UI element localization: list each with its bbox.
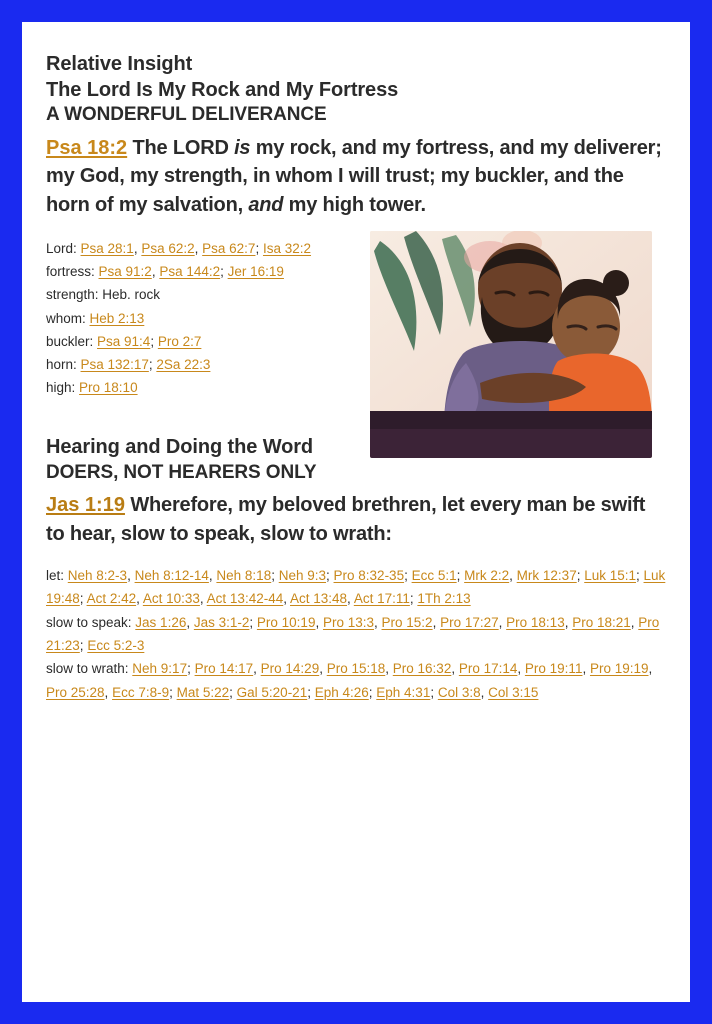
cross-reference-link[interactable]: Jas 1:26	[135, 614, 187, 630]
cross-reference-link[interactable]: Luk 19:48	[46, 568, 666, 607]
cross-reference-separator: ;	[409, 591, 418, 607]
cross-reference-link[interactable]: Jas 3:1-2	[193, 614, 250, 630]
cross-reference-link[interactable]: Mrk 2:2	[464, 568, 510, 584]
cross-reference-row	[46, 611, 666, 658]
cross-reference-link[interactable]: Psa 62:7	[202, 241, 256, 257]
cross-reference-separator: ,	[517, 661, 525, 677]
verse-text-part-2: my rock, and my fortress, and my deliverer; my God, my strength, in whom I will trust; my buckler, and the horn of my salvation,	[46, 136, 662, 216]
cross-reference-link[interactable]: Act 10:33	[142, 591, 200, 607]
cross-reference-link[interactable]: Ecc 5:1	[411, 568, 457, 584]
section-two-verse	[46, 491, 666, 548]
cross-reference-separator: ,	[315, 614, 323, 630]
cross-reference-separator: ,	[253, 661, 261, 677]
cross-reference-link[interactable]: Pro 19:11	[524, 661, 583, 677]
cross-reference-link[interactable]: Psa 91:4	[97, 333, 151, 349]
section-one-title: The Lord Is My Rock and My Fortress	[46, 78, 399, 101]
cross-reference-link[interactable]: Pro 15:2	[381, 614, 433, 630]
cross-reference-separator: ;	[636, 568, 644, 584]
section-two-title: Hearing and Doing the Word	[46, 436, 314, 459]
cross-reference-link[interactable]: Pro 2:7	[157, 333, 202, 349]
section-two-subtitle: DOERS, NOT HEARERS ONLY	[46, 461, 317, 483]
cross-reference-separator: ,	[374, 614, 382, 630]
cross-reference-separator: ,	[498, 614, 507, 630]
cross-reference-separator: ,	[208, 568, 217, 584]
cross-reference-separator: ;	[326, 568, 334, 584]
section-one	[46, 52, 666, 407]
cross-reference-separator: ,	[630, 614, 639, 630]
cross-reference-label: high:	[46, 380, 80, 396]
cross-reference-row	[46, 376, 396, 399]
cross-reference-row	[46, 307, 396, 330]
cross-reference-link[interactable]: 2Sa 22:3	[156, 357, 211, 373]
cross-reference-link[interactable]: Pro 17:14	[458, 661, 518, 677]
cross-reference-label: horn:	[46, 357, 81, 373]
cross-reference-separator: ;	[307, 684, 315, 700]
cross-reference-row	[46, 330, 396, 353]
section-two	[46, 435, 666, 704]
cross-reference-link[interactable]: Pro 14:29	[260, 661, 320, 677]
verse-two-text: Wherefore, my beloved brethren, let every man be swift to hear, slow to speak, slow to wrath:	[46, 494, 646, 545]
cross-reference-separator: ,	[432, 614, 441, 630]
cross-reference-separator: ;	[79, 591, 87, 607]
cross-reference-list-two	[46, 564, 666, 704]
cross-reference-link[interactable]: Pro 21:23	[46, 614, 660, 654]
cross-reference-label: slow to wrath:	[46, 661, 133, 677]
cross-reference-separator: ,	[451, 661, 459, 677]
cross-reference-link[interactable]: Neh 9:3	[278, 568, 327, 584]
cross-reference-separator: ,	[104, 684, 113, 700]
cross-reference-separator: ;	[576, 568, 585, 584]
cross-reference-separator: ;	[430, 684, 438, 700]
cross-reference-link[interactable]: Psa 62:2	[141, 241, 195, 257]
cross-reference-separator: ,	[136, 591, 143, 607]
relative-insight-kicker: Relative Insight	[46, 53, 193, 75]
cross-reference-separator: ,	[199, 591, 207, 607]
cross-reference-separator: ;	[249, 614, 257, 630]
document-content	[46, 52, 666, 704]
cross-reference-link[interactable]: Psa 144:2	[159, 264, 221, 280]
cross-reference-row	[46, 260, 396, 283]
cross-reference-separator: ,	[480, 684, 489, 700]
section-one-subtitle: A WONDERFUL DELIVERANCE	[46, 104, 327, 126]
cross-reference-link[interactable]: Psa 28:1	[80, 241, 134, 257]
cross-reference-link[interactable]: Pro 8:32-35	[333, 568, 405, 584]
cross-reference-link[interactable]: Eph 4:31	[376, 684, 431, 700]
cross-reference-label: slow to speak:	[46, 614, 136, 630]
cross-reference-link[interactable]: Luk 15:1	[584, 568, 637, 584]
cross-reference-link[interactable]: Eph 4:26	[314, 684, 369, 700]
cross-reference-label: fortress:	[46, 264, 99, 280]
verse-text-part-1: The LORD	[127, 136, 235, 159]
cross-reference-link[interactable]: Act 17:11	[353, 591, 410, 607]
cross-reference-separator: ,	[319, 661, 327, 677]
cross-reference-separator: ;	[169, 684, 177, 700]
cross-reference-link[interactable]: Pro 17:27	[440, 614, 499, 630]
cross-reference-link[interactable]: Pro 15:18	[326, 661, 386, 677]
verse-italic-2: and	[248, 193, 284, 216]
cross-reference-separator: ;	[271, 568, 279, 584]
cross-reference-separator: ,	[385, 661, 393, 677]
cross-reference-link[interactable]: Pro 18:10	[79, 380, 138, 396]
cross-reference-separator: ,	[509, 568, 517, 584]
cross-reference-link[interactable]: Neh 8:2-3	[67, 568, 128, 584]
cross-reference-separator: ,	[151, 264, 160, 280]
cross-reference-link[interactable]: Pro 13:3	[322, 614, 375, 630]
verse-reference-link[interactable]: Psa 18:2	[46, 136, 128, 159]
cross-reference-separator: ;	[229, 684, 237, 700]
cross-reference-separator: ;	[150, 333, 158, 349]
verse-italic-1: is	[234, 136, 251, 159]
cross-reference-link[interactable]: Mrk 12:37	[516, 568, 577, 584]
cross-reference-link[interactable]: Mat 5:22	[176, 684, 230, 700]
cross-reference-separator: ,	[564, 614, 573, 630]
cross-reference-row	[46, 353, 396, 376]
cross-reference-link[interactable]: Heb 2:13	[89, 310, 145, 326]
cross-reference-link[interactable]: Pro 10:19	[256, 614, 316, 630]
cross-reference-separator: ,	[194, 241, 203, 257]
cross-reference-link[interactable]: Act 13:48	[290, 591, 348, 607]
cross-reference-link[interactable]: Pro 19:19	[589, 661, 649, 677]
father-and-child-illustration	[370, 231, 652, 458]
cross-reference-link[interactable]: Act 2:42	[86, 591, 137, 607]
cross-reference-separator: ;	[79, 638, 88, 654]
cross-reference-link[interactable]: Pro 16:32	[392, 661, 452, 677]
cross-reference-separator: ;	[220, 264, 228, 280]
cross-reference-separator: ,	[133, 241, 142, 257]
cross-reference-separator: ,	[127, 568, 135, 584]
cross-reference-label: whom:	[46, 310, 90, 326]
cross-reference-label: buckler:	[46, 333, 98, 349]
cross-reference-label: Lord:	[46, 241, 81, 257]
cross-reference-separator: ,	[186, 614, 194, 630]
cross-reference-link[interactable]: Gal 5:20-21	[236, 684, 308, 700]
cross-reference-separator: ;	[255, 241, 263, 257]
cross-reference-row	[46, 564, 666, 611]
cross-reference-link[interactable]: Neh 8:18	[216, 568, 272, 584]
cross-reference-link[interactable]: Psa 132:17	[80, 357, 149, 373]
cross-reference-separator: ;	[368, 684, 377, 700]
section-one-verse	[46, 134, 666, 219]
cross-reference-link[interactable]: Pro 18:21	[572, 614, 631, 630]
cross-reference-label: let:	[46, 568, 68, 584]
cross-reference-separator: ,	[582, 661, 590, 677]
cross-reference-row	[46, 657, 666, 704]
cross-reference-link[interactable]: Act 13:42-44	[206, 591, 284, 607]
cross-reference-separator: ,	[283, 591, 290, 607]
cross-reference-row	[46, 237, 396, 260]
cross-reference-link[interactable]: Pro 25:28	[46, 684, 105, 700]
cross-reference-link[interactable]: Col 3:15	[488, 684, 539, 700]
cross-reference-row	[46, 283, 396, 306]
cross-reference-label: strength:	[46, 287, 103, 303]
cross-reference-link[interactable]: Neh 8:12-14	[134, 568, 209, 584]
cross-reference-link[interactable]: Col 3:8	[437, 684, 481, 700]
cross-reference-separator: ;	[456, 568, 465, 584]
cross-reference-link[interactable]: Pro 18:13	[506, 614, 565, 630]
cross-reference-link[interactable]: Neh 9:17	[132, 661, 188, 677]
document-page	[22, 22, 690, 1002]
cross-reference-link[interactable]: 1Th 2:13	[417, 591, 471, 607]
cross-reference-link[interactable]: Ecc 5:2-3	[87, 638, 145, 654]
cross-reference-link[interactable]: Ecc 7:8-9	[112, 684, 170, 700]
cross-reference-link[interactable]: Isa 32:2	[262, 241, 312, 257]
cross-reference-list	[46, 237, 396, 400]
cross-reference-separator: ;	[404, 568, 412, 584]
cross-reference-link[interactable]: Psa 91:2	[98, 264, 152, 280]
illustration-image	[370, 231, 652, 458]
cross-reference-separator: ,	[347, 591, 354, 607]
cross-reference-link[interactable]: Jer 16:19	[227, 264, 284, 280]
cross-reference-separator: ,	[648, 661, 653, 677]
cross-reference-separator: ;	[148, 357, 157, 373]
verse-reference-link-two[interactable]: Jas 1:19	[46, 494, 125, 517]
verse-text-part-3: my high tower.	[283, 193, 426, 216]
cross-reference-link[interactable]: Pro 14:17	[194, 661, 254, 677]
section-one-crossref-area	[46, 237, 666, 407]
cross-reference-separator: ;	[187, 661, 195, 677]
cross-reference-note: Heb. rock	[102, 287, 161, 303]
